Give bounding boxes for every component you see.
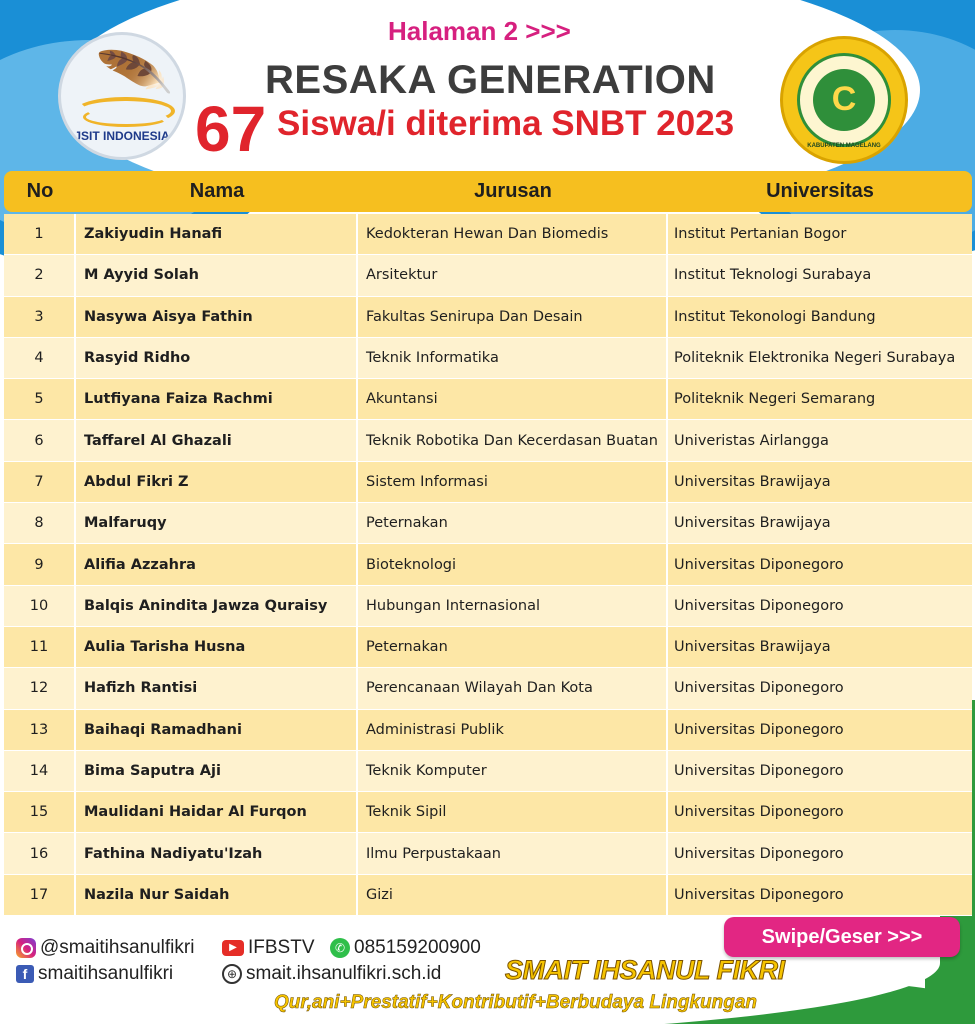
table-body: [4, 214, 972, 916]
table-row: [4, 627, 972, 668]
cell-nama: Hafizh Rantisi: [76, 668, 358, 708]
table-row: [4, 586, 972, 627]
whatsapp-number: 085159200900: [354, 937, 481, 958]
youtube-handle: IFBSTV: [248, 937, 315, 958]
page-title: RESAKA GENERATION: [265, 58, 716, 102]
whatsapp-contact[interactable]: [330, 937, 481, 959]
page-subtitle: Siswa/i diterima SNBT 2023: [277, 104, 735, 143]
cell-jurusan: Administrasi Publik: [358, 710, 668, 750]
cell-no: 8: [4, 503, 76, 543]
table-row: [4, 833, 972, 874]
school-logo-caption: KABUPATEN MAGELANG: [807, 143, 881, 149]
cell-universitas: Universitas Brawijaya: [674, 515, 831, 532]
cell-nama: Zakiyudin Hanafi: [76, 214, 358, 254]
cell-universitas: Universitas Brawijaya: [674, 639, 831, 656]
website-url: smait.ihsanulfikri.sch.id: [246, 963, 442, 984]
cell-no: 3: [4, 297, 76, 337]
column-header-nama: Nama: [189, 180, 245, 202]
cell-nama: M Ayyid Solah: [76, 255, 358, 295]
cell-nama: Taffarel Al Ghazali: [76, 420, 358, 460]
cell-universitas: Universitas Diponegoro: [674, 886, 844, 903]
cell-nama: Bima Saputra Aji: [76, 751, 358, 791]
cell-jurusan: Perencanaan Wilayah Dan Kota: [358, 668, 668, 708]
cell-jurusan: Peternakan: [358, 627, 668, 667]
cell-universitas: Universitas Diponegoro: [674, 556, 844, 573]
cell-nama: Nazila Nur Saidah: [76, 875, 358, 915]
cell-jurusan: Teknik Robotika Dan Kecerdasan Buatan: [358, 420, 668, 460]
feather-icon: 🪶: [94, 36, 175, 112]
cell-nama: Fathina Nadiyatu'Izah: [76, 833, 358, 873]
cell-no: 12: [4, 668, 76, 708]
cell-universitas: Universitas Diponegoro: [674, 845, 844, 862]
table-row: [4, 338, 972, 379]
cell-no: 5: [4, 379, 76, 419]
cell-universitas: Institut Pertanian Bogor: [674, 226, 847, 243]
column-header-jurusan: Jurusan: [474, 180, 552, 202]
cell-universitas: Institut Tekonologi Bandung: [674, 308, 876, 325]
whatsapp-icon: ✆: [330, 938, 350, 958]
cell-jurusan: Teknik Informatika: [358, 338, 668, 378]
cell-jurusan: Bioteknologi: [358, 544, 668, 584]
youtube-icon: ▶: [222, 940, 244, 956]
cell-no: 16: [4, 833, 76, 873]
column-header-no: No: [26, 180, 54, 202]
cell-universitas: Universitas Diponegoro: [674, 804, 844, 821]
jsit-logo-text: JSIT INDONESIA: [74, 129, 170, 143]
cell-no: 14: [4, 751, 76, 791]
cell-jurusan: Peternakan: [358, 503, 668, 543]
cell-no: 11: [4, 627, 76, 667]
cell-universitas: Universitas Brawijaya: [674, 473, 831, 490]
school-tagline: Qur,ani+Prestatif+Kontributif+Berbudaya Lingkungan: [274, 992, 757, 1013]
instagram-contact[interactable]: [16, 937, 194, 959]
cell-nama: Rasyid Ridho: [76, 338, 358, 378]
cell-universitas: Universitas Diponegoro: [674, 763, 844, 779]
cell-universitas: Universitas Diponegoro: [674, 680, 844, 697]
cell-no: 2: [4, 255, 76, 295]
globe-icon: ⊕: [222, 964, 242, 984]
cell-jurusan: Kedokteran Hewan Dan Biomedis: [358, 214, 668, 254]
cell-jurusan: Hubungan Internasional: [358, 586, 668, 626]
cell-nama: Nasywa Aisya Fathin: [76, 297, 358, 337]
cell-universitas: Institut Teknologi Surabaya: [674, 267, 872, 284]
cell-no: 6: [4, 420, 76, 460]
table-row: [4, 379, 972, 420]
cell-universitas: Universitas Diponegoro: [674, 721, 844, 738]
cell-nama: Abdul Fikri Z: [76, 462, 358, 502]
cell-jurusan: Teknik Sipil: [358, 792, 668, 832]
cell-nama: Malfaruqy: [76, 503, 358, 543]
cell-jurusan: Ilmu Perpustakaan: [358, 833, 668, 873]
instagram-handle: @smaitihsanulfikri: [40, 937, 195, 958]
instagram-icon: [16, 938, 36, 958]
cell-jurusan: Fakultas Senirupa Dan Desain: [358, 297, 668, 337]
facebook-handle: smaitihsanulfikri: [38, 963, 174, 984]
cell-universitas: Univeristas Airlangga: [674, 432, 829, 449]
table-row: [4, 875, 972, 916]
table-row: [4, 462, 972, 503]
cell-nama: Maulidani Haidar Al Furqon: [76, 792, 358, 832]
school-name: SMAIT IHSANUL FIKRI: [505, 955, 785, 985]
cell-jurusan: Sistem Informasi: [358, 462, 668, 502]
facebook-icon: f: [16, 965, 34, 983]
table-row: [4, 420, 972, 461]
cell-universitas: Politeknik Negeri Semarang: [674, 391, 876, 408]
cell-no: 13: [4, 710, 76, 750]
table-row: [4, 255, 972, 296]
cell-no: 10: [4, 586, 76, 626]
cell-no: 9: [4, 544, 76, 584]
youtube-contact[interactable]: [222, 937, 315, 959]
logo-swoosh-lower: [83, 107, 169, 127]
cell-universitas: Universitas Diponegoro: [674, 597, 844, 614]
school-logo-emblem: C: [813, 69, 875, 131]
cell-jurusan: Gizi: [358, 875, 668, 915]
table-row: [4, 792, 972, 833]
table-row: [4, 751, 972, 792]
table-row: [4, 710, 972, 751]
cell-nama: Baihaqi Ramadhani: [76, 710, 358, 750]
table-row: [4, 297, 972, 338]
cell-no: 4: [4, 338, 76, 378]
cell-nama: Aulia Tarisha Husna: [76, 627, 358, 667]
page-label: Halaman 2 >>>: [388, 16, 571, 46]
cell-jurusan: Akuntansi: [358, 379, 668, 419]
cell-nama: Balqis Anindita Jawza Quraisy: [76, 586, 358, 626]
cell-nama: Alifia Azzahra: [76, 544, 358, 584]
cell-no: 1: [4, 214, 76, 254]
column-header-universitas: Universitas: [766, 180, 874, 202]
cell-no: 15: [4, 792, 76, 832]
student-count: 67: [195, 93, 267, 165]
cell-no: 7: [4, 462, 76, 502]
table-row: [4, 544, 972, 585]
website-contact[interactable]: [222, 963, 441, 985]
students-table: [4, 171, 972, 916]
table-row: [4, 214, 972, 255]
school-logo: [780, 36, 908, 164]
cell-nama: Lutfiyana Faiza Rachmi: [76, 379, 358, 419]
jsit-logo: [58, 32, 186, 160]
cell-universitas: Politeknik Elektronika Negeri Surabaya: [674, 350, 956, 367]
swipe-button[interactable]: Swipe/Geser >>>: [724, 917, 960, 957]
cell-no: 17: [4, 875, 76, 915]
table-row: [4, 503, 972, 544]
facebook-contact[interactable]: [16, 963, 173, 985]
table-header: [4, 171, 972, 212]
table-row: [4, 668, 972, 709]
cell-jurusan: Teknik Komputer: [358, 751, 668, 791]
cell-jurusan: Arsitektur: [358, 255, 668, 295]
